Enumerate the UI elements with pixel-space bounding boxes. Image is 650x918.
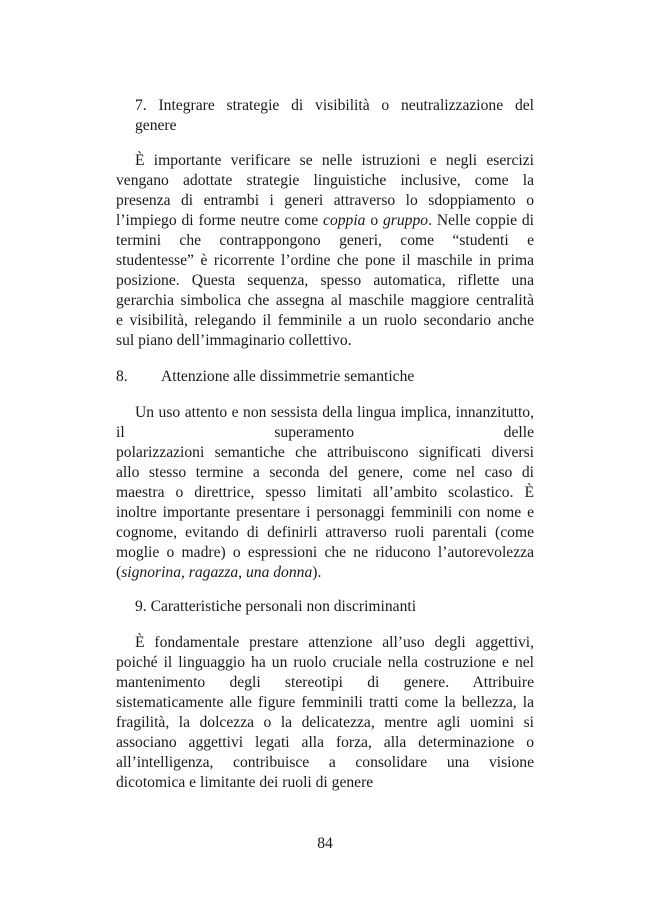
page-number: 84 [317, 835, 333, 852]
section-7-paragraph-line [116, 211, 534, 231]
section-7-paragraph-line: e visibilità, relegando il femminile a un ruolo secondario anche [116, 312, 534, 329]
section-8-paragraph-line: maestra o direttrice, spesso limitati all’ambito scolastico. È [116, 484, 534, 501]
section-9-paragraph-line: fragilità, la dolcezza o la delicatezza, mentre agli uomini si [116, 714, 534, 731]
italic-examples: signorina, ragazza, una donna [121, 564, 313, 581]
italic-term-gruppo: gruppo [383, 212, 429, 229]
section-8-paragraph-line [116, 563, 321, 583]
text-run: l’impiego di forme neutre come [116, 212, 324, 229]
section-9-paragraph-line: associano aggettivi legati alla forza, alla determinazione o [116, 734, 534, 751]
section-7-heading-line-2: genere [135, 117, 177, 134]
section-9-paragraph-line: dicotomica e limitante dei ruoli di genere [116, 774, 374, 791]
text-run: o [365, 212, 383, 229]
section-9-paragraph-line: mantenimento degli stereotipi di genere. Attribuire [116, 674, 534, 691]
text-run: . Nelle coppie di [428, 212, 535, 229]
section-9-paragraph-line: sistematicamente alle figure femminili tratti come la bellezza, la [116, 694, 534, 711]
section-8-heading-number: 8. [116, 368, 128, 385]
text-run: ( [116, 564, 122, 581]
section-8-heading [116, 367, 414, 387]
section-7-heading-line-1: 7. Integrare strategie di visibilità o neutralizzazione del [135, 97, 534, 114]
section-8-paragraph-line: inoltre importante presentare i personaggi femminili con nome e [116, 504, 534, 521]
section-7-paragraph-line: studentesse” è ricorrente l’ordine che pone il maschile in prima [116, 252, 534, 269]
section-8-paragraph-line: polarizzazioni semantiche che attribuiscono significati diversi [116, 444, 534, 461]
section-9-paragraph-line: all’intelligenza, contribuisce a consolidare una visione [116, 754, 534, 771]
section-7-paragraph-line: posizione. Questa sequenza, spesso automatica, riflette una [116, 272, 534, 289]
section-9-heading: 9. Caratteristiche personali non discriminanti [135, 598, 417, 615]
section-9-paragraph-line: È fondamentale prestare attenzione all’uso degli aggettivi, [135, 634, 534, 651]
section-7-paragraph-line: termini che contrappongono generi, come “studenti e [116, 232, 534, 249]
section-7-paragraph-line: vengano adottate strategie linguistiche inclusive, come la [116, 172, 534, 189]
section-7-paragraph-line: gerarchia simbolica che assegna al maschile maggiore centralità [116, 292, 534, 309]
italic-term-coppia: coppia [323, 212, 366, 229]
text-run: ). [312, 564, 322, 581]
section-9-paragraph-line: poiché il linguaggio ha un ruolo cruciale nella costruzione e nel [116, 654, 534, 671]
section-7-paragraph-line: È importante verificare se nelle istruzioni e negli esercizi [135, 152, 534, 169]
section-8-heading-text: Attenzione alle dissimmetrie semantiche [161, 368, 415, 385]
section-8-paragraph-line: moglie o madre) o espressioni che ne riducono l’autorevolezza [116, 544, 534, 561]
section-8-paragraph-line: allo stesso termine a seconda del genere, come nel caso di [116, 464, 534, 481]
section-7-paragraph-line: sul piano dell’immaginario collettivo. [116, 332, 352, 349]
section-8-paragraph-line: cognome, evitando di definirli attraverso ruoli parentali (come [116, 524, 534, 541]
section-8-paragraph-line: il superamento delle [116, 424, 534, 441]
section-7-paragraph-line: presenza di entrambi i generi attraverso lo sdoppiamento o [116, 192, 534, 209]
section-8-paragraph-line: Un uso attento e non sessista della lingua implica, innanzitutto, [135, 404, 534, 421]
